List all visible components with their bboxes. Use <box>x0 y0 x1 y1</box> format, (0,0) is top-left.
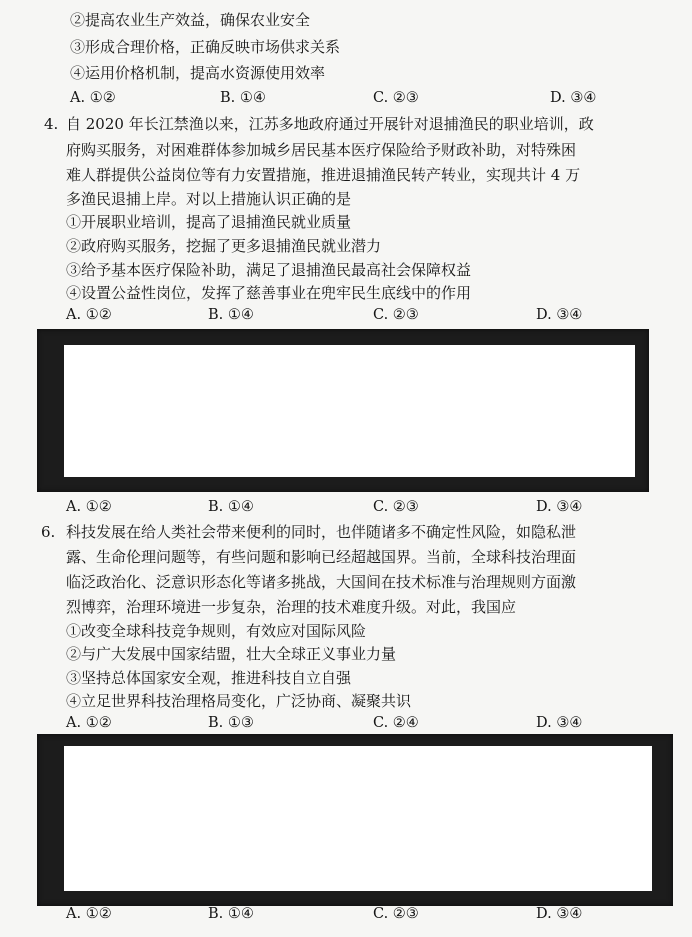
q7-option-d: D. ③④ <box>536 906 583 922</box>
q6-number: 6. <box>41 523 56 541</box>
q4-item-4: ④设置公益性岗位，发挥了慈善事业在兜牢民生底线中的作用 <box>66 284 472 302</box>
q6-option-a: A. ①② <box>66 715 112 731</box>
redacted-area <box>64 345 635 477</box>
q4-option-d: D. ③④ <box>536 307 583 323</box>
q6-option-d: D. ③④ <box>536 715 583 731</box>
q6-item-1: ①改变全球科技竞争规则，有效应对国际风险 <box>66 622 367 640</box>
q4-number: 4. <box>44 115 59 133</box>
q4-item-3: ③给予基本医疗保险补助，满足了退捕渔民最高社会保障权益 <box>66 261 472 279</box>
q4-option-b: B. ①④ <box>208 307 254 323</box>
q3-option-b: B. ①④ <box>220 90 266 106</box>
q6-stem-line-1: 科技发展在给人类社会带来便利的同时，也伴随诸多不确定性风险，如隐私泄 <box>66 523 577 541</box>
q4-stem-line-2: 府购买服务，对困难群体参加城乡居民基本医疗保险给予财政补助，对特殊困 <box>66 141 577 159</box>
q6-option-b: B. ①③ <box>208 715 254 731</box>
q3-option-c: C. ②③ <box>373 90 419 106</box>
q6-stem-line-2: 露、生命伦理问题等，有些问题和影响已经超越国界。当前，全球科技治理面 <box>66 548 577 566</box>
q7-option-a: A. ①② <box>66 906 112 922</box>
q3-item-2: ②提高农业生产效益，确保农业安全 <box>70 11 311 29</box>
redacted-area <box>64 746 652 891</box>
q7-option-b: B. ①④ <box>208 906 254 922</box>
q4-item-1: ①开展职业培训，提高了退捕渔民就业质量 <box>66 213 352 231</box>
q4-stem-line-3: 难人群提供公益岗位等有力安置措施，推进退捕渔民转产转业，实现共计 4 万 <box>66 166 581 184</box>
q4-item-2: ②政府购买服务，挖掘了更多退捕渔民就业潜力 <box>66 237 382 255</box>
q3-option-a: A. ①② <box>70 90 116 106</box>
q3-item-3: ③形成合理价格，正确反映市场供求关系 <box>70 38 341 56</box>
q5-option-a: A. ①② <box>66 499 112 515</box>
q6-item-2: ②与广大发展中国家结盟，壮大全球正义事业力量 <box>66 645 397 663</box>
q3-item-4: ④运用价格机制，提高水资源使用效率 <box>70 64 326 82</box>
q3-option-d: D. ③④ <box>550 90 597 106</box>
redacted-box-q7 <box>37 734 673 906</box>
q5-option-d: D. ③④ <box>536 499 583 515</box>
q4-stem-line-1: 自 2020 年长江禁渔以来，江苏多地政府通过开展针对退捕渔民的职业培训，政 <box>66 115 594 133</box>
q5-option-c: C. ②③ <box>373 499 419 515</box>
q4-stem-line-4: 多渔民退捕上岸。对以上措施认识正确的是 <box>66 190 352 208</box>
redacted-box-q5 <box>37 329 649 492</box>
q6-stem-line-4: 烈博弈，治理环境进一步复杂，治理的技术难度升级。对此，我国应 <box>66 598 517 616</box>
q5-option-b: B. ①④ <box>208 499 254 515</box>
q6-option-c: C. ②④ <box>373 715 419 731</box>
q4-option-a: A. ①② <box>66 307 112 323</box>
q7-option-c: C. ②③ <box>373 906 419 922</box>
q4-option-c: C. ②③ <box>373 307 419 323</box>
q6-item-3: ③坚持总体国家安全观，推进科技自立自强 <box>66 669 352 687</box>
q6-item-4: ④立足世界科技治理格局变化，广泛协商、凝聚共识 <box>66 692 412 710</box>
q6-stem-line-3: 临泛政治化、泛意识形态化等诸多挑战，大国间在技术标准与治理规则方面激 <box>66 573 577 591</box>
